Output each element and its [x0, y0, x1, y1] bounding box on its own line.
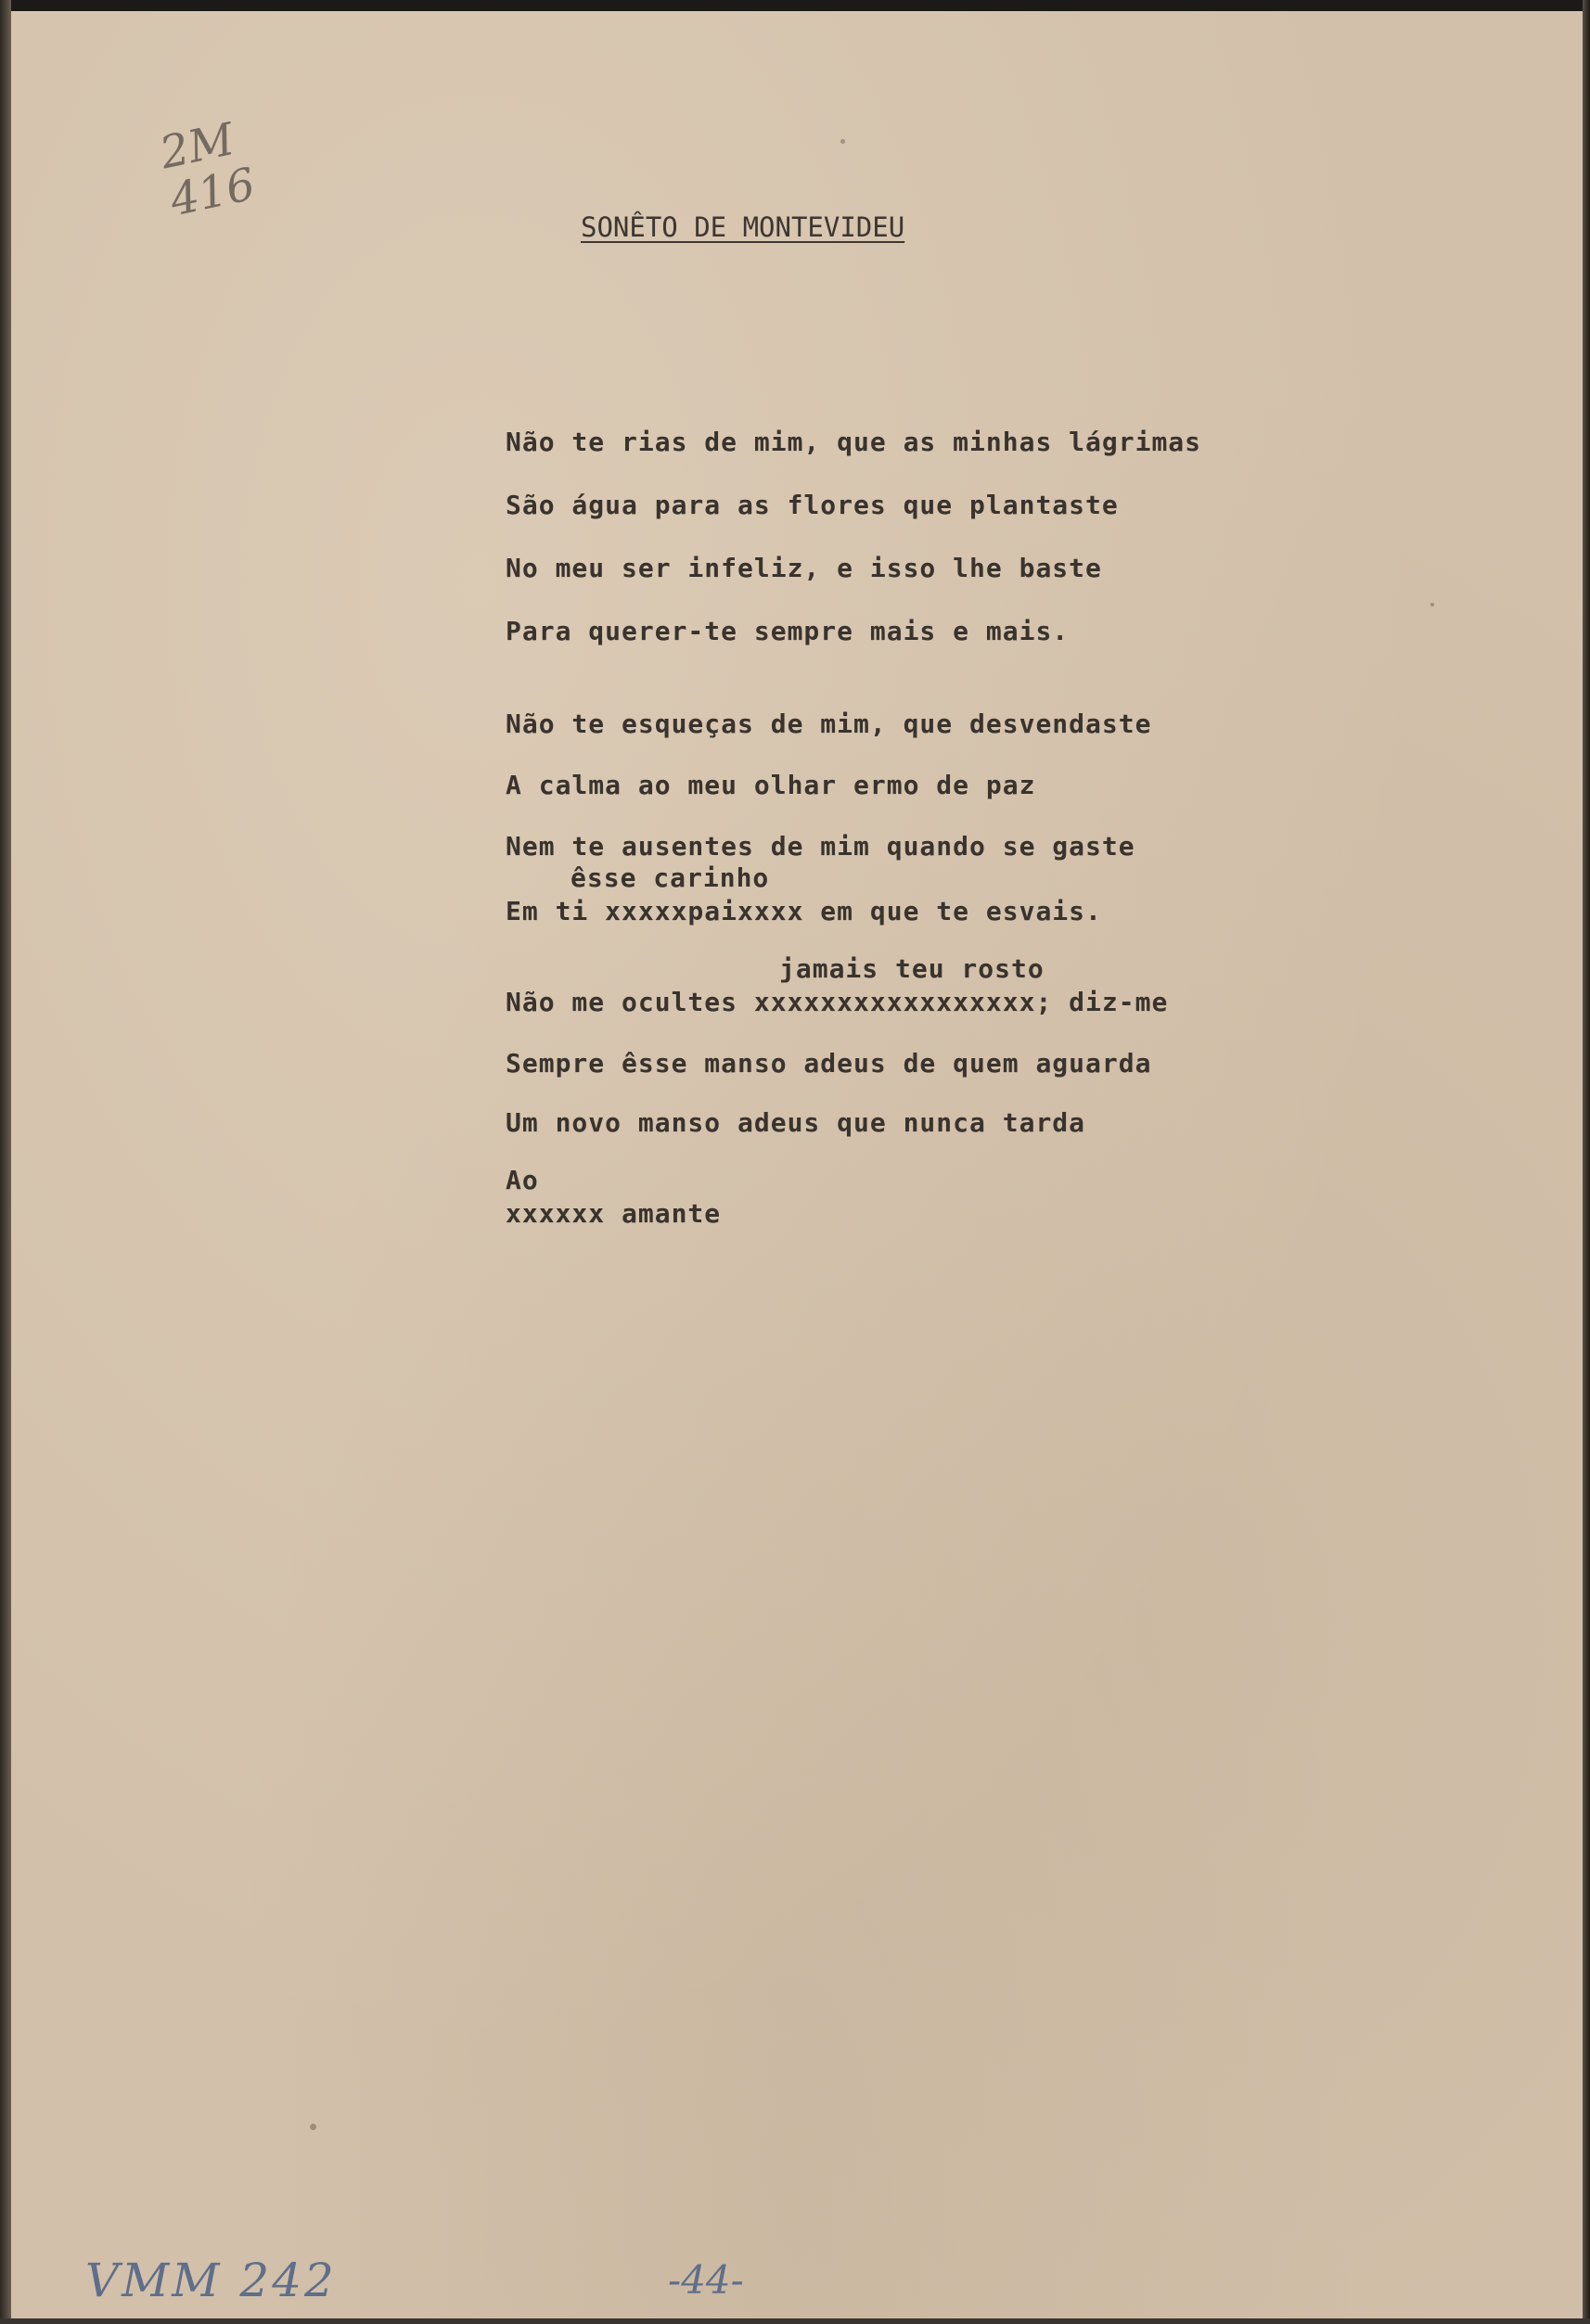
- verse-line: Não me ocultes xxxxxxxxxxxxxxxxx; diz-me: [506, 987, 1169, 1017]
- handwritten-page-number: -44-: [668, 2257, 744, 2303]
- verse-insertion: êsse carinho: [571, 862, 770, 893]
- handwritten-catalog-number: VMM 242: [85, 2254, 337, 2307]
- verse-line: Não te rias de mim, que as minhas lágrimas: [506, 427, 1202, 457]
- closing-line: Ao: [506, 1165, 539, 1195]
- paper-speck: [1430, 603, 1434, 607]
- verse-insertion: jamais teu rosto: [779, 953, 1045, 984]
- scan-edge-top: [0, 0, 1590, 11]
- scan-edge-right: [1583, 0, 1590, 2324]
- verse-line: São água para as flores que plantaste: [506, 490, 1119, 520]
- paper-speck: [310, 2124, 316, 2130]
- verse-line: Em ti xxxxxpaixxxx em que te esvais.: [506, 896, 1102, 926]
- scan-edge-left: [0, 0, 11, 2324]
- paper-speck: [840, 139, 845, 144]
- verse-line: Para querer-te sempre mais e mais.: [506, 616, 1070, 646]
- poem-title: SONÊTO DE MONTEVIDEU: [581, 211, 905, 243]
- handwritten-reference: 2M 416: [155, 113, 260, 227]
- verse-line: No meu ser infeliz, e isso lhe baste: [506, 553, 1102, 583]
- closing-line: xxxxxx amante: [506, 1198, 722, 1229]
- verse-line: Sempre êsse manso adeus de quem aguarda: [506, 1048, 1152, 1079]
- scan-edge-bottom: [0, 2318, 1590, 2324]
- verse-line: Nem te ausentes de mim quando se gaste: [506, 831, 1135, 862]
- verse-line: A calma ao meu olhar ermo de paz: [506, 770, 1036, 800]
- verse-line: Um novo manso adeus que nunca tarda: [506, 1107, 1086, 1138]
- verse-line: Não te esqueças de mim, que desvendaste: [506, 709, 1152, 739]
